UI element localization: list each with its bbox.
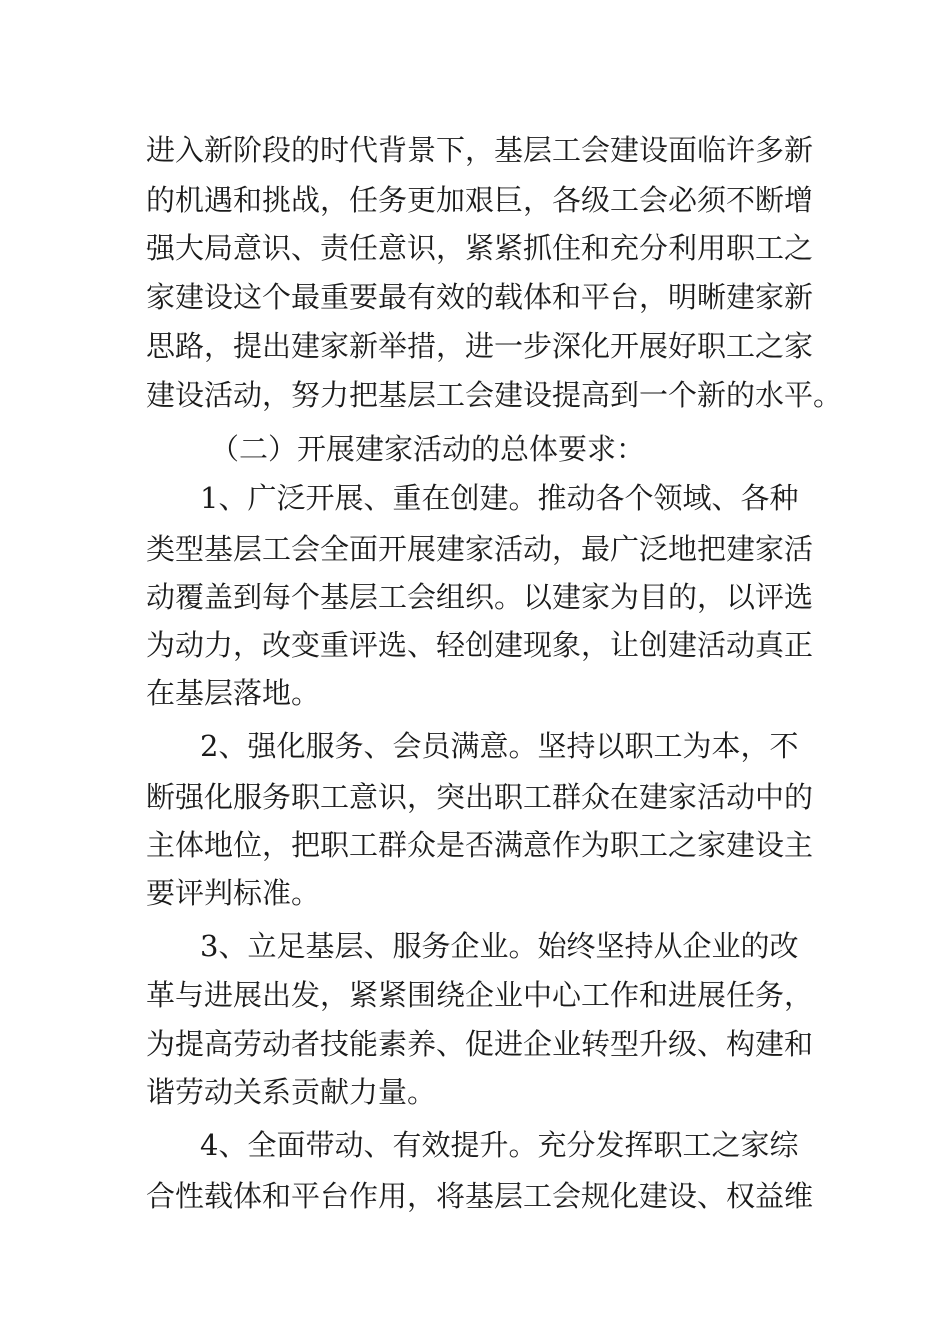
paragraph-line: 主体地位，把职工群众是否满意作为职工之家建设主 (146, 828, 814, 862)
paragraph-line: 类型基层工会全面开展建家活动，最广泛地把建家活 (146, 532, 814, 566)
paragraph-line: 思路，提出建家新举措，进一步深化开展好职工之家 (146, 329, 814, 363)
paragraph-line: 3、立足基层、服务企业。始终坚持从企业的改 (200, 929, 799, 963)
paragraph-line: 建设活动，努力把基层工会建设提高到一个新的水平。 (146, 378, 843, 412)
paragraph-line: 革与进展出发，紧紧围绕企业中心工作和进展任务， (146, 978, 814, 1012)
paragraph-line: 强大局意识、责任意识，紧紧抓住和充分利用职工之 (146, 231, 814, 265)
paragraph-line: 断强化服务职工意识，突出职工群众在建家活动中的 (146, 780, 814, 814)
paragraph-line: 1、广泛开展、重在创建。推动各个领域、各种 (200, 481, 799, 515)
paragraph-line: 2、强化服务、会员满意。坚持以职工为本，不 (200, 729, 799, 763)
paragraph-line: 为提高劳动者技能素养、促进企业转型升级、构建和 (146, 1027, 814, 1061)
paragraph-line: 的机遇和挑战，任务更加艰巨，各级工会必须不断增 (146, 183, 814, 217)
paragraph-line: 谐劳动关系贡献力量。 (146, 1075, 437, 1109)
section-heading: （二）开展建家活动的总体要求： (210, 432, 646, 466)
paragraph-line: 在基层落地。 (146, 676, 321, 710)
paragraph-line: 动覆盖到每个基层工会组织。以建家为目的，以评选 (146, 580, 814, 614)
paragraph-line: 4、全面带动、有效提升。充分发挥职工之家综 (200, 1128, 799, 1162)
paragraph-line: 要评判标准。 (146, 876, 321, 910)
paragraph-line: 为动力，改变重评选、轻创建现象，让创建活动真正 (146, 628, 814, 662)
paragraph-line: 进入新阶段的时代背景下，基层工会建设面临许多新 (146, 133, 814, 167)
paragraph-line: 合性载体和平台作用，将基层工会规化建设、权益维 (146, 1179, 814, 1213)
paragraph-line: 家建设这个最重要最有效的载体和平台，明晰建家新 (146, 280, 814, 314)
